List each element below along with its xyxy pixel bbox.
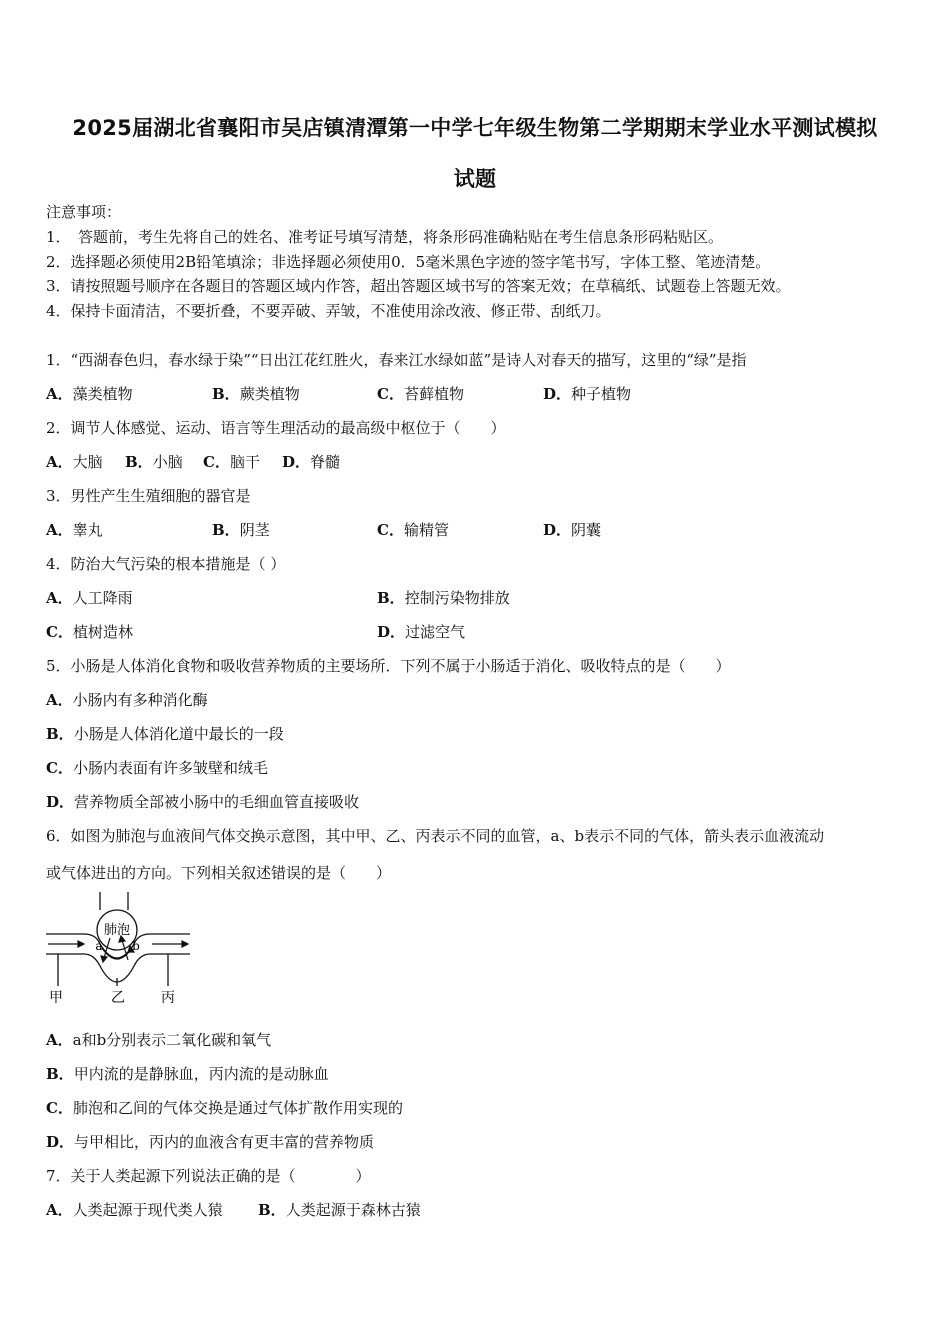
- q6-option-d: D．与甲相比，丙内的血液含有更丰富的营养物质: [46, 1133, 375, 1151]
- q6-stem-line1: 6．如图为肺泡与血液间气体交换示意图，其中甲、乙、丙表示不同的血管，a、b表示不同的气体，箭头表示血液流动: [46, 827, 825, 845]
- q2-option-d: D．脊髓: [282, 453, 341, 471]
- q4-option-b: B．控制污染物排放: [377, 589, 510, 607]
- q4-stem: 4．防治大气污染的根本措施是（ ）: [46, 555, 286, 573]
- gas-a-label: a: [95, 939, 103, 953]
- q1-option-c: C．苔藓植物: [377, 385, 464, 403]
- q2-stem: 2．调节人体感觉、运动、语言等生理活动的最高级中枢位于（ ）: [46, 419, 506, 437]
- q3-option-b: B．阴茎: [212, 521, 270, 539]
- q5-option-b: B．小肠是人体消化道中最长的一段: [46, 725, 284, 743]
- q6-option-c: C．肺泡和乙间的气体交换是通过气体扩散作用实现的: [46, 1099, 403, 1117]
- q5-option-a: A．小肠内有多种消化酶: [46, 691, 208, 709]
- page-title: 2025届湖北省襄阳市吴店镇清潭第一中学七年级生物第二学期期末学业水平测试模拟: [72, 116, 878, 140]
- q4-option-a: A．人工降雨: [46, 589, 133, 607]
- alveolus-label: 肺泡: [103, 923, 131, 938]
- vessel-yi-label: 乙: [111, 990, 125, 1006]
- q7-option-b: B．人类起源于森林古猿: [258, 1201, 421, 1219]
- q7-stem: 7．关于人类起源下列说法正确的是（ ）: [46, 1167, 371, 1185]
- notice-heading: 注意事项：: [46, 203, 122, 221]
- q6-stem-line2: 或气体进出的方向。下列相关叙述错误的是（ ）: [46, 864, 392, 882]
- gas-b-label: b: [132, 939, 140, 953]
- notice-item-2: 2．选择题必须使用2B铅笔填涂；非选择题必须使用0．5毫米黑色字迹的签字笔书写，字体工整、笔迹清楚。: [46, 253, 771, 271]
- q3-option-a: A．睾丸: [46, 521, 103, 539]
- q5-option-d: D．营养物质全部被小肠中的毛细血管直接吸收: [46, 793, 360, 811]
- q2-option-c: C．脑干: [203, 453, 260, 471]
- q5-option-c: C．小肠内表面有许多皱壁和绒毛: [46, 759, 268, 777]
- notice-item-4: 4．保持卡面清洁，不要折叠，不要弄破、弄皱，不准使用涂改液、修正带、刮纸刀。: [46, 302, 611, 320]
- alveolus-gas-exchange-diagram: [40, 890, 200, 1010]
- q2-option-a: A．大脑: [46, 453, 103, 471]
- page-title-line2: 试题: [453, 167, 497, 191]
- q6-option-a: A．a和b分别表示二氧化碳和氧气: [46, 1031, 272, 1049]
- q3-option-c: C．输精管: [377, 521, 449, 539]
- vessel-bing-label: 丙: [161, 990, 175, 1006]
- q1-option-b: B．蕨类植物: [212, 385, 300, 403]
- notice-item-3: 3．请按照题号顺序在各题目的答题区域内作答，超出答题区域书写的答案无效；在草稿纸、试题卷上答题无效。: [46, 277, 791, 295]
- vessel-jia-label: 甲: [49, 990, 63, 1006]
- q5-stem: 5．小肠是人体消化食物和吸收营养物质的主要场所．下列不属于小肠适于消化、吸收特点的是（ ）: [46, 657, 731, 675]
- notice-item-1: 1． 答题前，考生先将自己的姓名、准考证号填写清楚，将条形码准确粘贴在考生信息条形码粘贴区。: [46, 228, 724, 246]
- q2-option-b: B．小脑: [125, 453, 183, 471]
- q4-option-d: D．过滤空气: [377, 623, 466, 641]
- q7-option-a: A．人类起源于现代类人猿: [46, 1201, 223, 1219]
- q6-option-b: B．甲内流的是静脉血，丙内流的是动脉血: [46, 1065, 329, 1083]
- q3-stem: 3．男性产生生殖细胞的器官是: [46, 487, 251, 505]
- q1-option-d: D．种子植物: [543, 385, 632, 403]
- q3-option-d: D．阴囊: [543, 521, 602, 539]
- q4-option-c: C．植树造林: [46, 623, 133, 641]
- q1-stem: 1．“西湖春色归，春水绿于染”“日出江花红胜火，春来江水绿如蓝”是诗人对春天的描写，这里的“绿”是指: [46, 351, 747, 369]
- q1-option-a: A．藻类植物: [46, 385, 133, 403]
